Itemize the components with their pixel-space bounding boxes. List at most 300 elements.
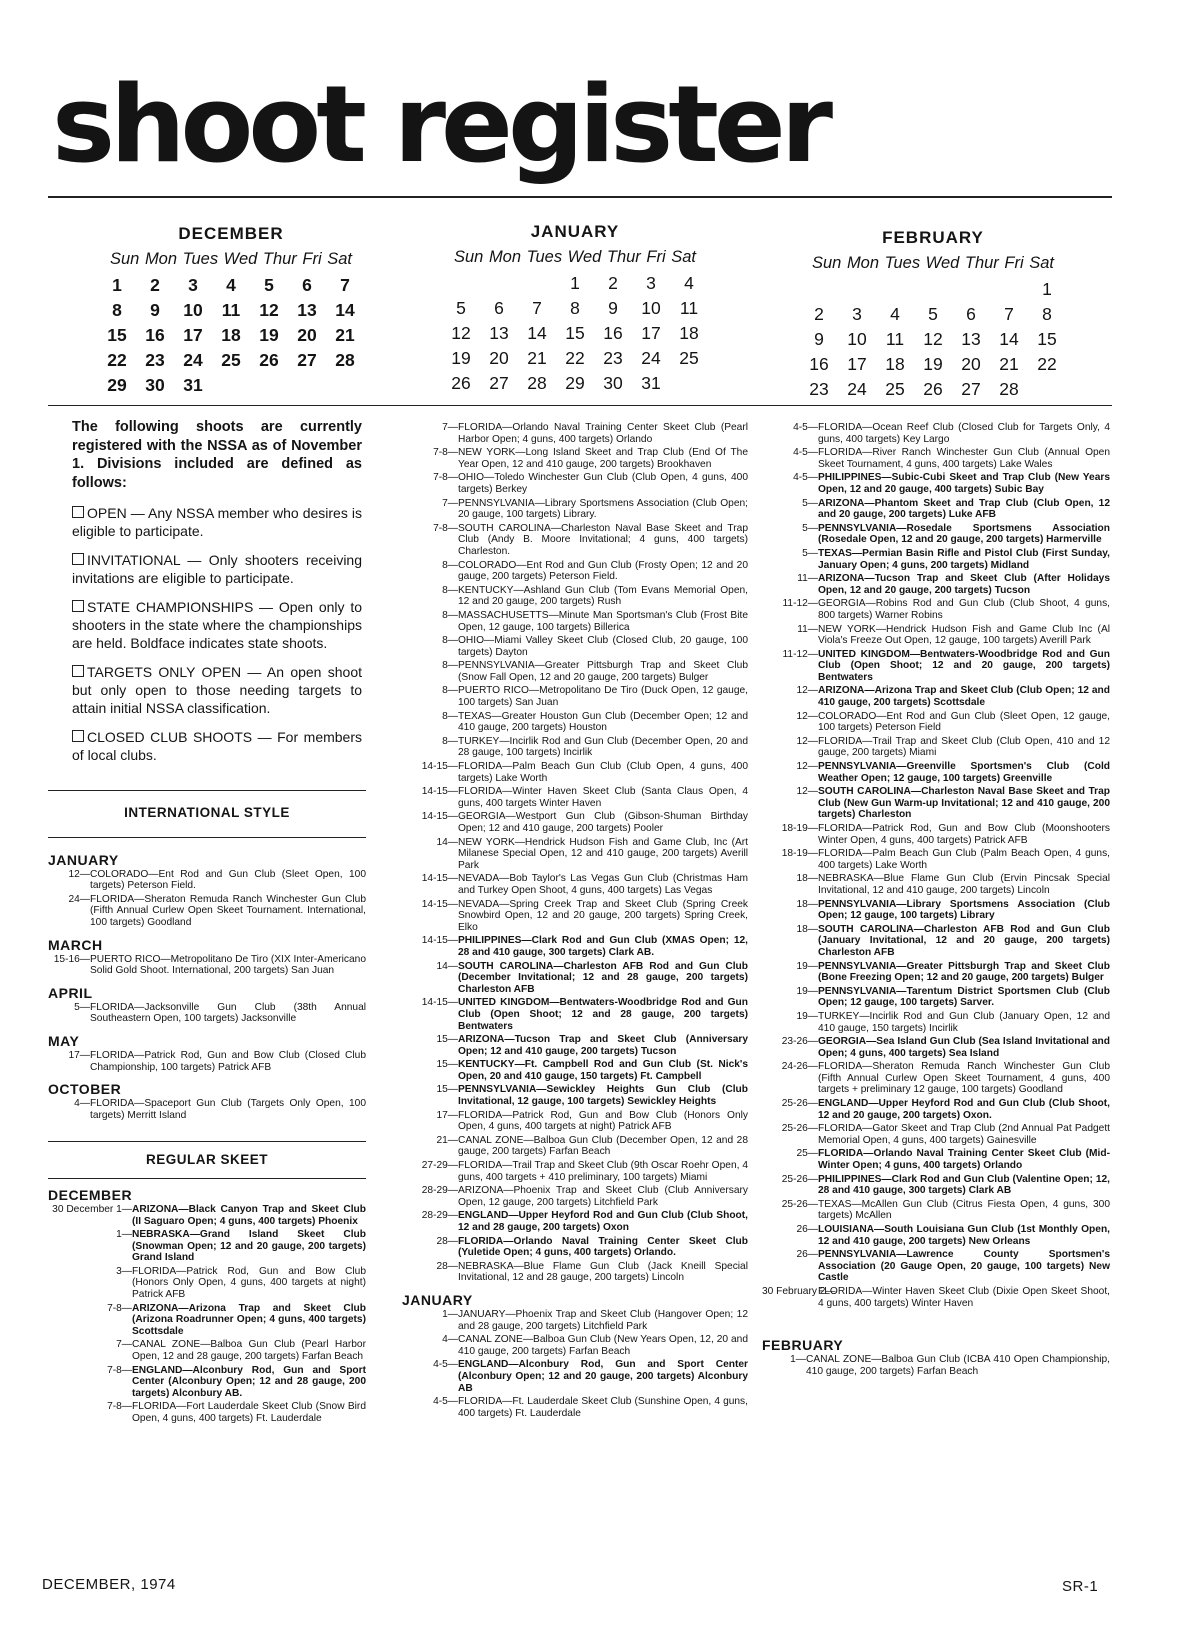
shoot-description: FLORIDA—Patrick Rod, Gun and Bow Club (Closed Club Championship, 100 targets) Patrick AFB [90,1049,366,1073]
shoot-entry [48,869,366,892]
calendar-day: 12 [259,300,279,320]
shoot-date: 28— [436,1260,458,1272]
shoot-date: 14-15— [421,898,458,910]
shoot-date: 8— [442,609,458,621]
checkbox-icon [72,600,84,612]
shoot-description: PENNSYLVANIA—Greater Pittsburgh Trap and Skeet Club (Snow Fall Open, 12 and 20 gauge, 200 targets) Bulger [458,660,748,683]
intro-text: The following shoots are currently registered with the NSSA as of November 1. Divisions included are defined as follows: [72,419,362,491]
calendar-day [914,277,952,302]
calendar-day: 22 [565,348,585,368]
shoot-date: 4-5— [793,447,818,459]
shoot-date: 7— [442,422,458,433]
shoot-entry [402,1160,748,1183]
shoot-date: 19— [796,985,818,997]
shoot-entry [402,1110,748,1133]
shoot-description: ARIZONA—Arizona Trap and Skeet Club (Arizona Roadrunner Open; 4 guns, 400 targets) Scottsdale [132,1302,366,1337]
calendar-day: 13 [961,329,981,349]
calendar-day: 22 [1037,354,1057,374]
shoot-entry [762,761,1110,784]
shoot-description: FLORIDA—Palm Beach Gun Club (Club Open, 4 guns, 400 targets) Lake Worth [458,761,748,784]
middle-list [402,422,748,1284]
calendar-day: 25 [221,350,241,370]
calendar-week [98,373,364,398]
calendar-week [98,298,364,323]
calendar-day [442,271,480,296]
calendar-day: 28 [527,373,547,393]
shoot-description: TEXAS—Permian Basin Rifle and Pistol Club (First Sunday, January Open; 4 guns, 200 targets) Midland [818,547,1110,571]
shoot-description: PENNSYLVANIA—Rosedale Sportsmens Association (Rosedale Open, 12 and 20 gauge, 200 targets) Harmerville [818,522,1110,546]
calendar-day: 18 [885,354,905,374]
shoot-date: 18-19— [781,823,818,834]
shoot-date: 25-26— [781,1173,818,1185]
shoot-description: PENNSYLVANIA—Sewickley Heights Gun Club (Club Invitational, 12 gauge, 100 targets) Sewickley Heights [458,1084,748,1108]
column-right [762,422,1110,1379]
calendar-day: 31 [641,373,661,393]
shoot-date: 11-12— [782,648,818,660]
shoot-date: 18-19— [781,848,818,860]
calendar-day: 30 [603,373,623,393]
shoot-entry [762,1148,1110,1171]
shoot-description: CANAL ZONE—Balboa Gun Club (ICBA 410 Open Championship, 410 gauge, 200 targets) Farfan Beach [806,1354,1110,1377]
calendar-day: 1 [112,275,122,295]
shoot-entry [402,1309,748,1332]
shoot-entry [762,1249,1110,1284]
calendar-day: 18 [679,323,699,343]
shoot-entry [402,761,748,784]
shoot-entry [48,1050,366,1073]
shoot-description: SOUTH CAROLINA—Charleston AFB Rod and Gun Club (January Invitational, 12 and 20 gauge, 200 targets) Charleston AFB [818,923,1110,958]
calendar-day [838,277,876,302]
shoot-description: FLORIDA—Orlando Naval Training Center Skeet Club (Mid-Winter Open; 4 guns, 400 targets) Orlando [818,1148,1110,1172]
shoot-description: TURKEY—Incirlik Rod and Gun Club (January Open, 12 and 410 gauge, 150 targets) Incirlik [818,1010,1110,1034]
calendar-day: 14 [999,329,1019,349]
calendar-day [480,271,518,296]
calendar-day: 4 [890,304,900,324]
shoot-entry [762,573,1110,596]
shoot-entry [402,1261,748,1284]
shoot-description: NEW YORK—Hendrick Hudson Fish and Game Club, Inc (Art Milanese Special Open, 12 and 410 gauge, 200 targets) Averill Park [458,836,748,871]
shoot-entry [762,624,1110,647]
shoot-date: 18— [796,923,818,935]
shoot-date: 7-8— [107,1401,132,1413]
calendar-day: 1 [1042,279,1052,299]
calendar-day: 3 [188,275,198,295]
shoot-description: FLORIDA—Sheraton Remuda Ranch Winchester Gun Club (Fifth Annual Curlew Open Skeet Tournament, 4 guns, 400 targets + preliminary 12 gauge, 100 targets) Goodland [818,1061,1110,1096]
column-left [48,418,366,1427]
shoot-description: PENNSYLVANIA—Greenville Sportsmen's Club (Cold Weather Open; 12 gauge, 100 targets) Greenville [818,761,1110,784]
shoot-entry [402,560,748,583]
calendar-day: 13 [297,300,317,320]
shoot-description: PENNSYLVANIA—Lawrence County Sportsmen's Association (20 Gauge Open, 20 gauge, 100 targets) New Castle [818,1249,1110,1284]
shoot-date: 25-26— [781,1098,818,1110]
shoot-date: 4-5— [433,1359,458,1371]
shoot-entry [762,1199,1110,1222]
shoot-entry [402,1396,748,1419]
shoot-entry [402,899,748,934]
shoot-description: FLORIDA—Trail Trap and Skeet Club (Club Open, 410 and 12 gauge, 200 targets) Miami [818,735,1110,759]
calendar-day: 6 [966,304,976,324]
shoot-date: 14— [436,836,458,848]
shoot-entry [762,848,1110,871]
footer-date: DECEMBER, 1974 [42,1576,176,1593]
calendar-day: 17 [641,323,661,343]
shoot-date: 8— [442,584,458,596]
international-heading: INTERNATIONAL STYLE [124,805,290,820]
shoot-entry [762,1123,1110,1146]
checkbox-icon [72,506,84,518]
shoot-description: FLORIDA—Patrick Rod, Gun and Bow Club (Honors Only Open, 4 guns, 400 targets at night) Patrick AFB [132,1265,366,1301]
calendar-day: 10 [183,300,203,320]
shoot-date: 1— [442,1308,458,1320]
section-rule [48,837,366,838]
shoot-date: 11-12— [782,598,818,610]
calendar-day: 14 [335,300,355,320]
calendar-day: 27 [489,373,509,393]
calendar-day: 8 [1042,304,1052,324]
calendar-day: 24 [641,348,661,368]
shoot-entry [762,1224,1110,1247]
calendar-week [442,321,708,346]
shoot-date: 8— [442,710,458,722]
calendar-week [98,348,364,373]
shoot-date: 19— [796,960,818,972]
shoot-entry [762,1098,1110,1121]
calendar-january [440,222,710,396]
shoot-description: ARIZONA—Phantom Skeet and Trap Club (Club Open, 12 and 20 gauge, 200 targets) Luke AFB [818,497,1110,521]
shoot-entry [762,472,1110,495]
shoot-description: FLORIDA—River Ranch Winchester Gun Club (Annual Open Skeet Tournament, 4 guns, 400 targets) Lake Wales [818,447,1110,470]
shoot-entry [762,498,1110,521]
shoot-date: 28-29— [421,1210,458,1222]
calendar-day [876,277,914,302]
shoot-description: NEVADA—Spring Creek Trap and Skeet Club (Spring Creek Snowbird Open, 12 and 20 gauge, 200 targets) Spring Creek, Elko [458,898,748,933]
shoot-description: CANAL ZONE—Balboa Gun Club (Pearl Harbor Open, 12 and 28 gauge, 200 targets) Farfan Beach [132,1339,366,1363]
shoot-entry [48,1365,366,1400]
shoot-entry [402,635,748,658]
shoot-description: UNITED KINGDOM—Bentwaters-Woodbridge Rod and Gun Club (Open Shoot; 12 and 28 gauge, 200 targets) Bentwaters [458,997,748,1032]
shoot-date: 5— [74,1001,90,1013]
shoot-entry [402,711,748,734]
shoot-description: ENGLAND—Upper Heyford Rod and Gun Club (Club Shoot, 12 and 20 gauge, 200 targets) Oxon. [818,1098,1110,1121]
shoot-entry [48,1098,366,1121]
shoot-description: PENNSYLVANIA—Library Sportsmens Association (Club Open; 12 gauge, 100 targets) Library [818,898,1110,922]
calendar-week [442,371,708,396]
regular-heading: REGULAR SKEET [145,1152,268,1168]
shoot-description: CANAL ZONE—Balboa Gun Club (December Open, 12 and 28 gauge, 200 targets) Farfan Beach [458,1134,748,1158]
calendar-day: 24 [847,379,867,399]
calendar-day: 16 [809,354,829,374]
calendar-day: 11 [885,329,905,349]
calendar-day: 25 [679,348,699,368]
calendar-day: 21 [527,348,547,368]
shoot-description: PHILIPPINES—Clark Rod and Gun Club (XMAS Open; 12, 28 and 410 gauge, 300 targets) Clark AB. [458,935,748,958]
division-text: TARGETS ONLY OPEN — An open shoot but only open to those needing targets to attain initial NSSA classification. [72,664,362,716]
shoot-entry [48,894,366,929]
shoot-date: 4-5— [793,472,818,484]
shoot-description: PUERTO RICO—Metropolitano De Tiro (XIX Inter-Americano Solid Gold Shoot. International, 200 targets) San Juan [90,953,366,977]
shoot-entry [402,660,748,683]
calendar-day: 22 [107,350,127,370]
calendar-grid [98,273,364,398]
calendar-week [98,273,364,298]
division-invitational [72,551,362,587]
shoot-entry [402,811,748,834]
calendar-day: 9 [814,329,824,349]
footer-page-number: SR-1 [1062,1578,1099,1595]
checkbox-icon [72,730,84,742]
shoot-date: 7-8— [107,1302,132,1314]
international-month: JANUARY [48,851,119,868]
calendar-day [326,373,364,398]
shoot-date: 30 February 2— [762,1285,836,1297]
shoot-description: ENGLAND—Alconbury Rod, Gun and Sport Center (Alconbury Open; 12 and 28 gauge, 200 targets) Alconbury AB. [132,1364,366,1399]
calendar-week [800,352,1066,377]
calendar-day: 26 [259,350,279,370]
calendar-day: 31 [183,375,203,395]
section-rule [48,1178,366,1179]
calendar-day: 16 [145,325,165,345]
shoot-description: CANAL ZONE—Balboa Gun Club (New Years Open, 12, 20 and 410 gauge, 200 targets) Farfan Beach [458,1334,748,1357]
calendar-day: 4 [226,275,236,295]
calendar-day: 6 [494,298,504,318]
shoot-date: 8— [442,635,458,647]
shoot-date: 28-29— [421,1185,458,1197]
shoot-description: NEW YORK—Hendrick Hudson Fish and Game Club Inc (Al Viola's Freeze Out Open, 12 gauge, 100 targets) Averill Park [818,623,1110,647]
shoot-entry [402,498,748,521]
shoot-date: 8— [442,735,458,747]
calendar-day: 23 [145,350,165,370]
right-list [762,422,1110,1309]
shoot-description: FLORIDA—Ocean Reef Club (Closed Club for Targets Only, 4 guns, 400 targets) Key Largo [818,422,1110,445]
calendar-day: 20 [297,325,317,345]
calendar-day: 12 [923,329,943,349]
shoot-date: 12— [796,786,818,798]
shoot-entry [402,610,748,633]
shoot-date: 12— [796,685,818,697]
shoot-entry [402,1059,748,1082]
division-targets-only [72,663,362,717]
shoot-description: NEBRASKA—Blue Flame Gun Club (Ervin Pincsak Special Invitational, 12 and 410 gauge, 200 targets) Lincoln [818,873,1110,896]
calendar-day: 28 [335,350,355,370]
shoot-description: TEXAS—Greater Houston Gun Club (December Open; 12 and 410 gauge, 200 targets) Houston [458,710,748,734]
calendar-month-name: DECEMBER [178,224,284,243]
calendar-day: 25 [885,379,905,399]
calendar-day: 7 [532,298,542,318]
shoot-date: 3— [116,1265,132,1277]
shoot-description: FLORIDA—Sheraton Remuda Ranch Winchester Gun Club (Fifth Annual Curlew Open Skeet Tournament. International, 100 targets) Goodland [90,893,366,928]
shoot-description: FLORIDA—Orlando Naval Training Center Skeet Club (Yuletide Open; 4 guns, 400 targets) Orlando. [458,1235,748,1259]
shoot-entry [762,823,1110,846]
calendar-day: 19 [923,354,943,374]
calendar-day: 19 [451,348,471,368]
calendar-december [96,224,366,398]
shoot-entry [762,736,1110,759]
shoot-entry [762,685,1110,708]
shoot-entry [48,1401,366,1424]
shoot-date: 7-8— [107,1364,132,1376]
shoot-date: 23-26— [781,1036,818,1048]
shoot-date: 4-5— [433,1396,458,1408]
checkbox-icon [72,665,84,677]
calendar-day: 16 [603,323,623,343]
shoot-entry [762,1174,1110,1197]
shoot-date: 7— [116,1339,132,1351]
shoot-date: 11— [797,573,818,585]
regular-month: DECEMBER [48,1186,133,1203]
calendar-day: 21 [999,354,1019,374]
calendar-month-name: JANUARY [530,222,620,241]
shoot-entry [402,1034,748,1057]
shoot-entry [762,1354,1110,1377]
calendar-day-names: Sun Mon Tues Wed Thur Fri Sat [454,248,696,266]
shoot-entry [762,447,1110,470]
calendar-day: 6 [302,275,312,295]
shoot-date: 5— [802,522,818,534]
shoot-date: 14-15— [421,873,458,885]
calendar-day: 14 [527,323,547,343]
calendar-week [442,271,708,296]
calendar-day: 8 [112,300,122,320]
calendar-day: 20 [961,354,981,374]
shoot-entry [402,422,748,445]
shoot-description: PHILIPPINES—Subic-Cubi Skeet and Trap Club (New Years Open, 12 and 20 gauge, 400 targets) Subic Bay [818,472,1110,495]
calendar-day: 17 [847,354,867,374]
shoot-date: 7-8— [433,447,458,459]
shoot-date: 15— [436,1084,458,1096]
shoot-date: 30 December 1— [52,1203,132,1215]
calendar-day: 23 [809,379,829,399]
shoot-date: 14-15— [421,786,458,798]
shoot-description: FLORIDA—Patrick Rod, Gun and Bow Club (Honors Only Open, 4 guns, 400 targets at night) Patrick AFB [458,1109,748,1133]
shoot-date: 21— [436,1134,458,1146]
shoot-description: SOUTH CAROLINA—Charleston Naval Base Skeet and Trap Club (New Gun Warm-up Invitational; 12 and 410 gauge, 200 targets) Charleston [818,786,1110,821]
calendar-day: 29 [565,373,585,393]
calendar-day: 26 [451,373,471,393]
calendar-day: 7 [340,275,350,295]
calendar-week [800,327,1066,352]
shoot-entry [762,711,1110,734]
shoot-description: GEORGIA—Sea Island Gun Club (Sea Island Invitational and Open; 4 guns, 400 targets) Sea Island [818,1036,1110,1059]
shoot-description: FLORIDA—Winter Haven Skeet Club (Dixie Open Skeet Shoot, 4 guns, 400 targets) Winter Haven [818,1285,1110,1309]
section-rule [48,790,366,791]
shoot-entry [48,954,366,977]
shoot-date: 12— [68,868,90,880]
shoot-description: COLORADO—Ent Rod and Gun Club (Sleet Open, 100 targets) Peterson Field. [90,868,366,892]
calendar-week [442,296,708,321]
shoot-description: GEORGIA—Robins Rod and Gun Club (Club Shoot, 4 guns, 800 targets) Warner Robins [818,598,1110,621]
calendar-day: 2 [150,275,160,295]
shoot-entry [402,685,748,708]
shoot-description: FLORIDA—Winter Haven Skeet Club (Santa Claus Open, 4 guns, 400 targets Winter Haven [458,786,748,809]
calendar-day: 2 [814,304,824,324]
shoot-description: LOUISIANA—South Louisiana Gun Club (1st Monthly Open, 12 and 410 gauge, 200 targets) New Orleans [818,1224,1110,1247]
shoot-description: JANUARY—Phoenix Trap and Skeet Club (Hangover Open; 12 and 28 gauge, 200 targets) Litchfield Park [458,1308,748,1332]
calendar-grid [442,271,708,396]
calendar-day: 7 [1004,304,1014,324]
calendar-day: 15 [107,325,127,345]
shoot-date: 25-26— [781,1198,818,1210]
calendar-day [1028,377,1066,402]
shoot-entry [402,447,748,470]
shoot-date: 5— [802,547,818,559]
shoot-date: 14-15— [421,811,458,823]
calendar-day: 12 [451,323,471,343]
shoot-date: 14-15— [421,761,458,773]
shoot-date: 11— [797,623,818,635]
calendar-day [952,277,990,302]
division-text: OPEN — Any NSSA member who desires is eligible to participate. [72,505,362,539]
shoot-date: 7-8— [433,472,458,484]
shoot-entry [402,873,748,896]
shoot-date: 18— [796,873,818,885]
shoot-description: TEXAS—McAllen Gun Club (Citrus Fiesta Open, 4 guns, 300 targets) McAllen [818,1198,1110,1222]
division-text: STATE CHAMPIONSHIPS — Open only to shooters in the state where the championships are held. Boldface indicates state shoots. [72,599,362,651]
international-month: MAY [48,1032,80,1049]
calendar-day: 21 [335,325,355,345]
calendar-day: 15 [1037,329,1057,349]
shoot-date: 4— [74,1098,90,1110]
calendar-day: 10 [847,329,867,349]
shoot-entry [402,786,748,809]
shoot-date: 18— [796,898,818,910]
shoot-description: FLORIDA—Jacksonville Gun Club (38th Annual Southeastern Open, 100 targets) Jacksonville [90,1001,366,1025]
international-list [48,852,366,1122]
calendar-week [800,302,1066,327]
shoot-entry [762,924,1110,959]
calendar-day [250,373,288,398]
shoot-description: FLORIDA—Palm Beach Gun Club (Palm Beach Open, 4 guns, 400 targets) Lake Worth [818,848,1110,871]
calendar-day: 24 [183,350,203,370]
shoot-description: TURKEY—Incirlik Rod and Gun Club (December Open, 20 and 28 gauge, 100 targets) Incirlik [458,735,748,759]
shoot-date: 8— [442,559,458,571]
shoot-description: COLORADO—Ent Rod and Gun Club (Sleet Open, 12 gauge, 100 targets) Peterson Field [818,710,1110,734]
shoot-description: PHILIPPINES—Clark Rod and Gun Club (Valentine Open; 12, 28 and 410 gauge, 300 targets) Clark AB [818,1173,1110,1197]
calendar-day: 23 [603,348,623,368]
section-rule [48,1141,366,1142]
international-month: APRIL [48,984,93,1001]
shoot-description: MASSACHUSETTS—Minute Man Sportsman's Club (Frost Bite Open, 12 gauge, 100 targets) Billerica [458,609,748,633]
shoot-description: NEVADA—Bob Taylor's Las Vegas Gun Club (Christmas Ham and Turkey Open Shoot, 4 guns, 400 targets) Las Vegas [458,873,748,896]
shoot-description: FLORIDA—Trail Trap and Skeet Club (9th Oscar Roehr Open, 4 guns, 400 targets + 410 preliminary, 100 targets) Miami [458,1160,748,1183]
shoot-entry [402,1135,748,1158]
division-closed-club [72,728,362,764]
shoot-entry [762,786,1110,821]
shoot-description: ARIZONA—Arizona Trap and Skeet Club (Club Open; 12 and 410 gauge, 200 targets) Scottsdale [818,685,1110,709]
shoot-date: 4-5— [793,422,818,433]
shoot-date: 26— [796,1249,818,1261]
shoot-description: ARIZONA—Black Canyon Trap and Skeet Club (II Saguaro Open; 4 guns, 400 targets) Phoenix [132,1203,366,1227]
february-list [762,1354,1110,1377]
calendar-day: 29 [107,375,127,395]
division-state [72,598,362,652]
shoot-date: 19— [796,1010,818,1022]
regular-list [48,1204,366,1425]
calendar-day: 9 [608,298,618,318]
calendar-day: 27 [961,379,981,399]
shoot-entry [762,1286,1110,1309]
shoot-date: 7— [442,497,458,509]
calendar-day [990,277,1028,302]
calendar-week [800,277,1066,302]
division-text: CLOSED CLUB SHOOTS — For members of local clubs. [72,729,362,763]
calendar-day: 30 [145,375,165,395]
shoot-entry [402,837,748,872]
shoot-date: 12— [796,761,818,773]
calendar-day: 3 [852,304,862,324]
shoot-description: FLORIDA—Spaceport Gun Club (Targets Only Open, 100 targets) Merritt Island [90,1098,366,1121]
calendar-day: 1 [570,273,580,293]
shoot-date: 1— [790,1354,806,1366]
